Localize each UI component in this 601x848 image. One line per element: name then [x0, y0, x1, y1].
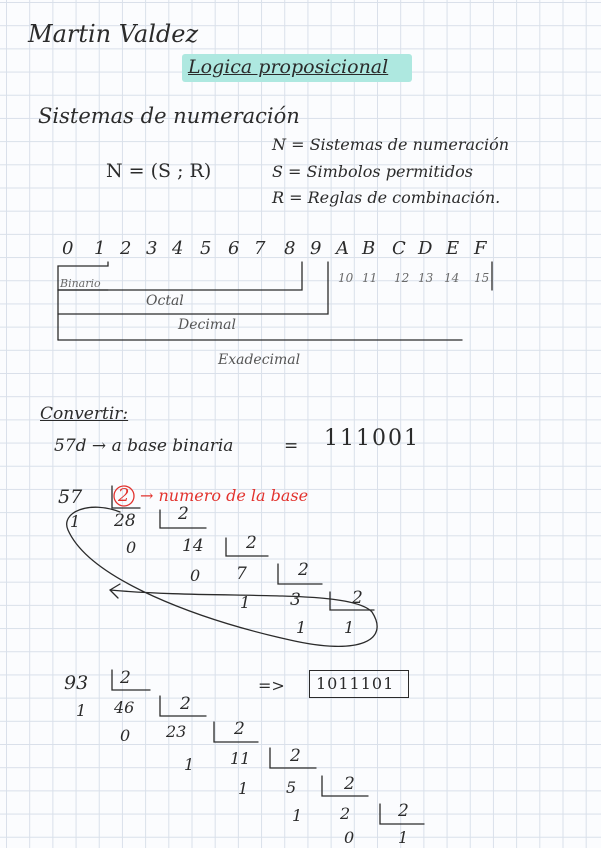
remainder-5: 1: [296, 618, 307, 637]
quotient-1: 1: [344, 618, 355, 637]
result-arrow: =>: [258, 676, 285, 695]
result-93: 1011101: [316, 674, 395, 693]
digit-9: 9: [310, 238, 322, 259]
definition-s: S = Simbolos permitidos: [272, 162, 473, 181]
divisor-93c: 2: [234, 719, 245, 739]
digit-e: E: [446, 238, 460, 259]
divisor-2d: 2: [298, 560, 309, 580]
divisor-2b: 2: [178, 504, 189, 524]
author-name: Martin Valdez: [28, 20, 199, 48]
quotient-14: 14: [182, 536, 204, 556]
quotient-3: 3: [290, 590, 301, 610]
remainder-2: 0: [126, 538, 137, 557]
dividend-57: 57: [58, 486, 83, 508]
hex-value-13: 13: [418, 271, 434, 285]
hex-value-11: 11: [362, 271, 378, 285]
bracket-93-3: [214, 719, 258, 742]
q93-23: 23: [166, 722, 187, 741]
quotient-28: 28: [114, 511, 136, 531]
r93-5: 1: [292, 806, 303, 825]
q93-46: 46: [114, 698, 135, 717]
formula: N = (S ; R): [106, 160, 212, 182]
bracket-93-5: [322, 776, 368, 796]
hex-value-12: 12: [394, 271, 410, 285]
digit-5: 5: [200, 238, 212, 259]
conversion-result: 111001: [324, 426, 420, 451]
remainder-4: 1: [240, 593, 251, 612]
hex-value-14: 14: [444, 271, 460, 285]
r93-3: 1: [184, 755, 195, 774]
digit-0: 0: [62, 238, 74, 259]
bracket-binario: [58, 262, 108, 340]
digit-4: 4: [172, 238, 184, 259]
base-note: → numero de la base: [140, 486, 309, 505]
bracket-decimal: [58, 262, 328, 314]
q93-2: 2: [340, 804, 351, 823]
definition-r: R = Reglas de combinación.: [272, 188, 501, 207]
q93-11: 11: [230, 749, 251, 768]
conversion-equals: =: [284, 436, 299, 456]
bracket-93-6: [380, 801, 424, 824]
bracket-93-1: [112, 670, 150, 690]
q93-5: 5: [286, 778, 297, 797]
quotient-7: 7: [236, 564, 247, 584]
bracket-93-4: [270, 748, 316, 768]
divisor-93b: 2: [180, 694, 191, 714]
bracket-57-2: [160, 510, 206, 528]
divisor-circled: 2: [118, 485, 130, 506]
divisor-93a: 2: [120, 668, 131, 688]
digit-1: 1: [94, 238, 106, 259]
q93-1: 1: [398, 828, 409, 847]
digit-2: 2: [120, 238, 132, 259]
bracket-93-2: [160, 696, 206, 716]
remainder-1: 1: [70, 512, 81, 531]
range-label-octal: Octal: [146, 293, 184, 309]
hex-value-10: 10: [338, 271, 354, 285]
definition-n: N = Sistemas de numeración: [272, 135, 510, 154]
digit-a: A: [336, 238, 349, 259]
bracket-57-3: [226, 538, 268, 556]
bracket-57-5: [330, 588, 374, 610]
r93-1: 1: [76, 701, 87, 720]
page-title: Logica proposicional: [188, 56, 389, 78]
digit-d: D: [418, 238, 433, 259]
range-label-exadecimal: Exadecimal: [218, 352, 301, 368]
remainder-3: 0: [190, 566, 201, 585]
divisor-2c: 2: [246, 533, 257, 553]
hex-value-15: 15: [474, 271, 490, 285]
digit-8: 8: [284, 238, 296, 259]
divisor-93f: 2: [398, 801, 409, 821]
dividend-93: 93: [64, 672, 89, 694]
divisor-2e: 2: [352, 588, 363, 608]
digit-7: 7: [254, 238, 266, 259]
divisor-93d: 2: [290, 746, 301, 766]
digit-b: B: [362, 238, 376, 259]
section-heading-convertir: Convertir:: [40, 404, 129, 424]
r93-6: 0: [344, 828, 355, 847]
bracket-57-4: [278, 560, 322, 584]
range-label-decimal: Decimal: [178, 317, 236, 333]
r93-4: 1: [238, 779, 249, 798]
conversion-statement: 57d → a base binaria: [54, 436, 234, 456]
range-label-binario: Binario: [60, 277, 101, 290]
divisor-93e: 2: [344, 774, 355, 794]
digit-6: 6: [228, 238, 240, 259]
digit-f: F: [474, 238, 487, 259]
section-heading-sistemas: Sistemas de numeración: [38, 104, 300, 128]
digit-3: 3: [146, 238, 158, 259]
r93-2: 0: [120, 726, 131, 745]
loop-arrow: [67, 504, 377, 646]
digit-c: C: [392, 238, 406, 259]
divisor-circle: [114, 486, 134, 506]
